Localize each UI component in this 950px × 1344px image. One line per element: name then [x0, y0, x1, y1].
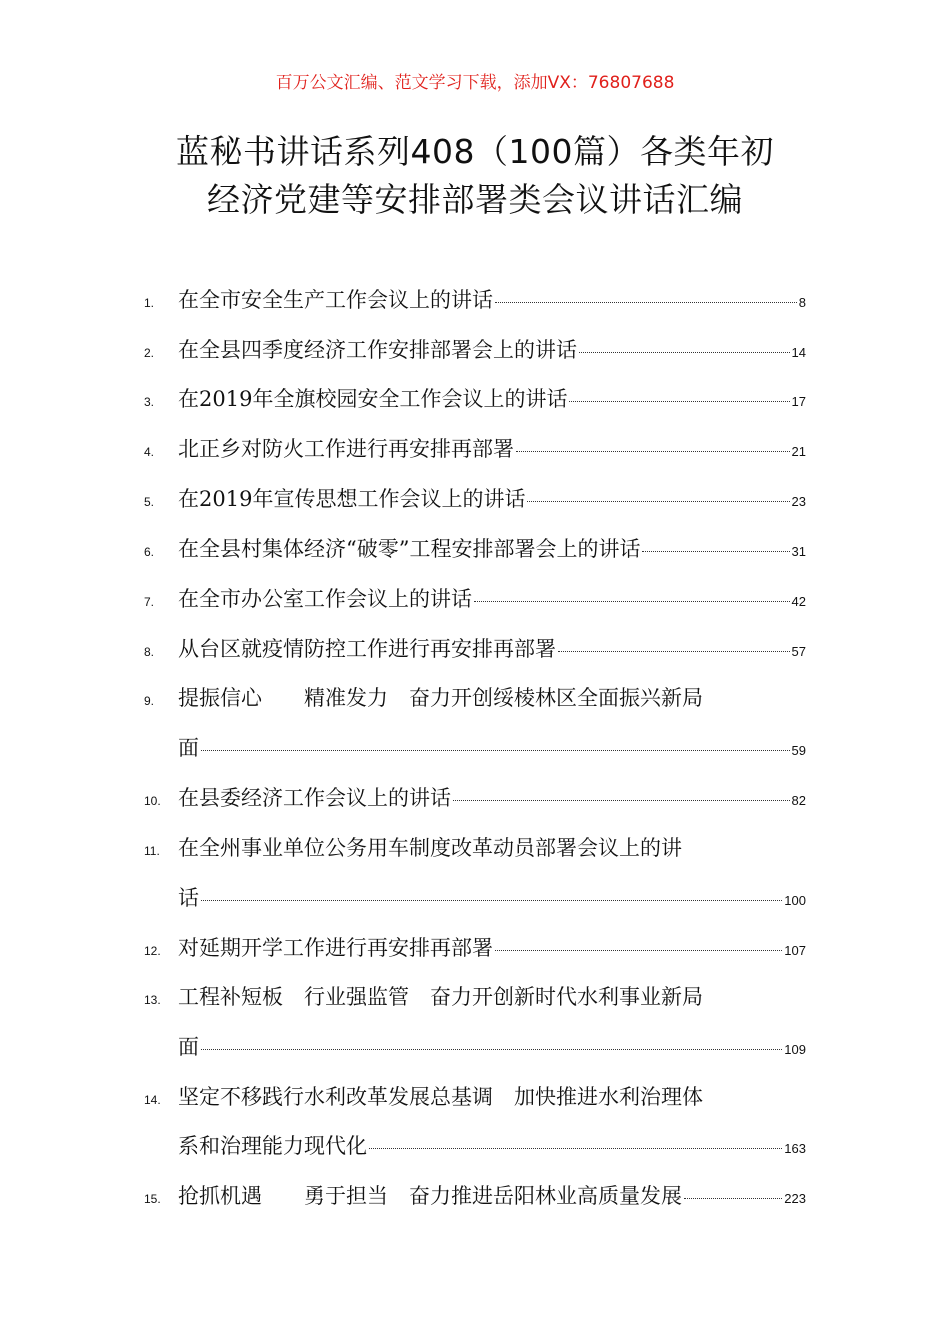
toc-title: 在2019年全旗校园安全工作会议上的讲话 — [178, 387, 568, 411]
dot-leader — [495, 302, 797, 303]
title-line-2: 经济党建等安排部署类会议讲话汇编 — [207, 180, 743, 219]
toc-number: 3. — [144, 395, 155, 409]
header-note: 百万公文汇编、范文学习下载，添加VX：76807688 — [275, 73, 675, 93]
toc-title-line-1: 在全州事业单位公务用车制度改革动员部署会议上的讲 — [178, 836, 682, 860]
dot-leader — [474, 601, 790, 602]
toc-number: 2. — [144, 346, 155, 360]
toc-number: 14. — [144, 1093, 161, 1107]
toc-page-number: 109 — [784, 1042, 806, 1057]
toc-page-number: 14 — [791, 345, 806, 360]
toc-page-number: 42 — [791, 594, 806, 609]
toc-page-number: 17 — [791, 394, 806, 409]
toc-page-number: 21 — [791, 444, 806, 459]
toc-number: 1. — [144, 296, 155, 310]
toc-title: 在全县四季度经济工作安排部署会上的讲话 — [178, 338, 577, 362]
toc-title: 从台区就疫情防控工作进行再安排再部署 — [178, 637, 556, 661]
toc-title-line-2: 面 — [178, 736, 199, 760]
toc-page-number: 23 — [791, 494, 806, 509]
toc-number: 12. — [144, 944, 161, 958]
toc-title: 在全市安全生产工作会议上的讲话 — [178, 288, 493, 312]
toc-title: 在全市办公室工作会议上的讲话 — [178, 587, 472, 611]
toc-number: 5. — [144, 495, 155, 509]
toc-title-line-2: 话 — [178, 886, 199, 910]
toc-page-number: 100 — [784, 893, 806, 908]
dot-leader — [642, 551, 789, 552]
toc-title-line-1: 坚定不移践行水利改革发展总基调 加快推进水利治理体 — [178, 1085, 703, 1109]
toc-page-number: 31 — [791, 544, 806, 559]
toc-page-number: 107 — [784, 943, 806, 958]
toc-title-line-2: 系和治理能力现代化 — [178, 1134, 367, 1158]
toc-page-number: 223 — [784, 1191, 806, 1206]
toc-title-line-1: 工程补短板 行业强监管 奋力开创新时代水利事业新局 — [178, 985, 703, 1009]
dot-leader — [579, 352, 790, 353]
toc-number: 9. — [144, 694, 155, 708]
toc-title: 在2019年宣传思想工作会议上的讲话 — [178, 487, 526, 511]
toc-title: 北正乡对防火工作进行再安排再部署 — [178, 437, 514, 461]
toc-page-number: 57 — [791, 644, 806, 659]
toc-title: 在全县村集体经济“破零”工程安排部署会上的讲话 — [178, 537, 641, 561]
toc-number: 10. — [144, 794, 161, 808]
toc-title-line-1: 提振信心 精准发力 奋力开创绥棱林区全面振兴新局 — [178, 686, 703, 710]
dot-leader — [201, 750, 790, 751]
dot-leader — [453, 800, 790, 801]
dot-leader — [201, 1049, 782, 1050]
document-title — [60, 128, 890, 224]
dot-leader — [558, 651, 790, 652]
toc-title: 对延期开学工作进行再安排再部署 — [178, 936, 493, 960]
title-line-1: 蓝秘书讲话系列408（100篇）各类年初 — [176, 132, 774, 171]
dot-leader — [369, 1148, 782, 1149]
toc-number: 11. — [144, 844, 160, 858]
toc-page-number: 8 — [798, 295, 806, 310]
toc-number: 8. — [144, 645, 155, 659]
dot-leader — [201, 900, 782, 901]
toc-page-number: 82 — [791, 793, 806, 808]
toc-number: 6. — [144, 545, 155, 559]
toc-title: 抢抓机遇 勇于担当 奋力推进岳阳林业高质量发展 — [178, 1184, 682, 1208]
dot-leader — [527, 501, 789, 502]
toc-page-number: 59 — [791, 743, 806, 758]
dot-leader — [569, 401, 789, 402]
toc-number: 15. — [144, 1192, 161, 1206]
toc-number: 13. — [144, 993, 161, 1007]
dot-leader — [684, 1198, 782, 1199]
toc-number: 4. — [144, 445, 155, 459]
dot-leader — [516, 451, 790, 452]
dot-leader — [495, 950, 782, 951]
toc-title: 在县委经济工作会议上的讲话 — [178, 786, 451, 810]
toc-page-number: 163 — [784, 1141, 806, 1156]
toc-title-line-2: 面 — [178, 1035, 199, 1059]
toc-number: 7. — [144, 595, 155, 609]
